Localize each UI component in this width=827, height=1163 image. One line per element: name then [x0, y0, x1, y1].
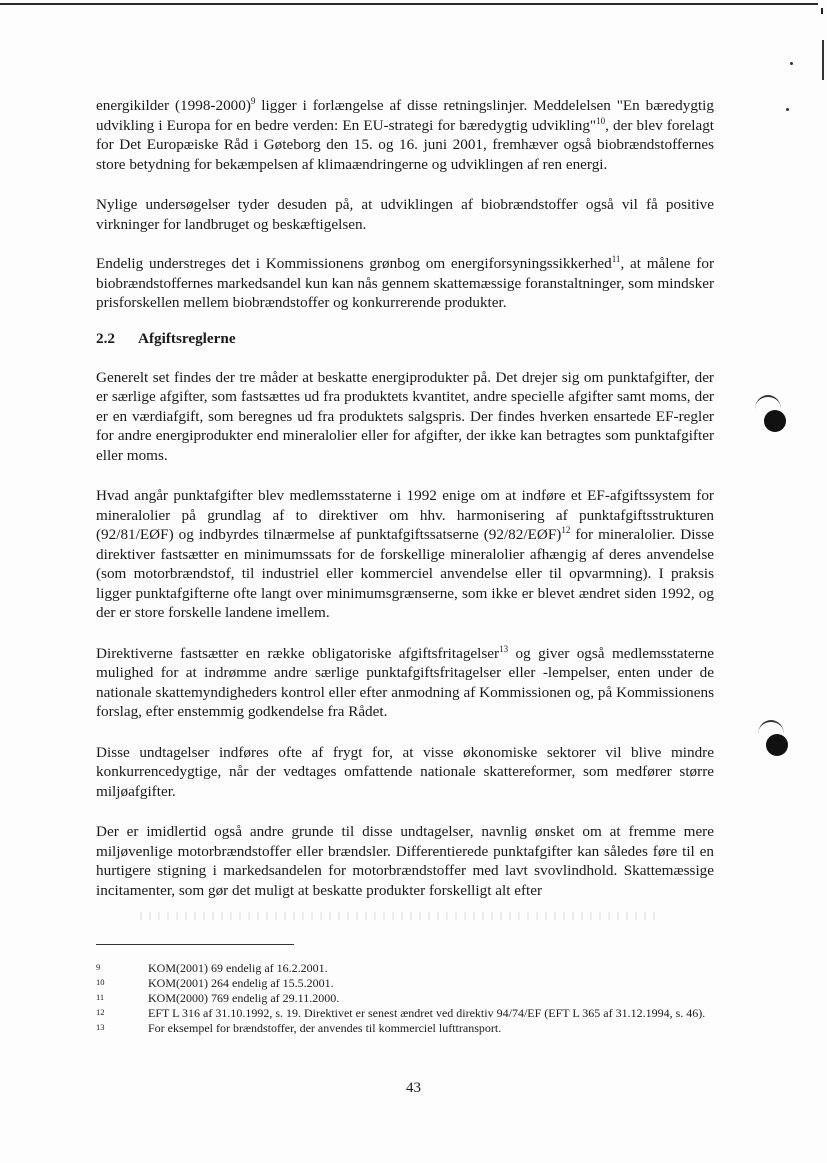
- footnote-number: 12: [96, 1007, 105, 1017]
- footnote: [96, 1006, 720, 1021]
- section-heading: [96, 329, 714, 349]
- footnote-number: 11: [96, 992, 105, 1002]
- footnote-text: KOM(2000) 769 endelig af 29.11.2000.: [148, 991, 340, 1005]
- document-body: [96, 96, 714, 900]
- paragraph-text: energikilder (1998-2000): [96, 97, 251, 114]
- footnote-text: EFT L 316 af 31.10.1992, s. 19. Direktivet er senest ændret ved direktiv 94/74/EF (EFT L 365 af 31.12.1994, s. 46).: [148, 1006, 706, 1020]
- section-title: Afgiftsreglerne: [138, 329, 236, 347]
- footnote-number: 9: [96, 962, 101, 972]
- scan-noise: [140, 912, 660, 920]
- paragraph-5: [96, 486, 714, 623]
- paragraph-6: [96, 644, 714, 722]
- paragraph-text: for mineralolier. Disse direktiver fastsætter en minimumssats for de forskellige mineralolier afhængig af deres anvendelse (som motorbrændstof, til industriel eller kommerciel anvendelse eller til opvarmning). I praksis ligger punktafgifterne ofte langt over minimumsgrænserne, som ikke er blevet ændret siden 1992, og der er store forskelle landene imellem.: [96, 526, 714, 621]
- footnote-text: For eksempel for brændstoffer, der anvendes til kommerciel lufttransport.: [148, 1021, 502, 1035]
- scan-mark: [821, 8, 823, 14]
- scan-top-border: [0, 3, 818, 5]
- footnote: [96, 976, 720, 991]
- footnotes: [96, 961, 720, 1036]
- section-number: 2.2: [96, 329, 115, 347]
- paragraph-text: , der blev forelagt for Det Europæiske Råd i Gøteborg den 15. og 16. juni 2001, fremhæver også biobrændstoffernes store betydning for bekæmpelsen af klimaændringerne og udviklingen af ren energi.: [96, 116, 715, 173]
- paragraph-text: Endelig understreges det i Kommissionens grønbog om energiforsyningssikkerhed: [96, 255, 612, 272]
- paragraph-3: [96, 254, 714, 313]
- paragraph-8: Der er imidlertid også andre grunde til disse undtagelser, navnlig ønsket om at fremme mere miljøvenlige motorbrændstoffer eller brændsler. Differentierede punktafgifter kan således føre til en hurtigere stigning i markedsandelen for motorbrændstoffer med lavt svovlindhold. Skattemæssige incitamenter, som gør det muligt at beskatte produkter forskelligt alt efter: [96, 823, 714, 899]
- footnote-number: 10: [96, 977, 105, 987]
- scan-speck: [790, 62, 793, 65]
- binder-hole-mark: [764, 410, 786, 432]
- footnote-ref: 12: [561, 524, 571, 535]
- paragraph-text: , at målene for biobrændstoffernes markedsandel kun kan nås gennem skattemæssige foranstaltninger, som mindsker prisforskellen mellem biobrændstoffer og konkurrerende produkter.: [96, 255, 714, 311]
- paragraph-text: ligger i forlængelse af disse retningslinjer. Meddelelsen "En bæredygtig udvikling i Europa for en bedre verden: En EU-strategi for bæredygtig udvikling": [96, 97, 714, 134]
- scan-margin-line: [822, 40, 824, 80]
- footnote-ref: 9: [250, 95, 256, 106]
- paragraph-text: Direktiverne fastsætter en række obligatoriske afgiftsfritagelser: [96, 644, 500, 662]
- footnote-ref: 10: [596, 115, 606, 126]
- scan-speck: [786, 108, 789, 111]
- footnote-text: KOM(2001) 69 endelig af 16.2.2001.: [148, 961, 328, 975]
- paragraph-text: og giver også medlemsstaterne mulighed for at indrømme andre særlige punktafgiftsfritagelser eller -lempelser, enten under de nationale skattemyndigheders kontrol eller efter anmodning af Kommissionen og, på Kommissionens forslag, efter enstemmig godkendelse fra Rådet.: [96, 644, 714, 720]
- footnote: [96, 991, 720, 1006]
- paragraph-2: Nylige undersøgelser tyder desuden på, at udviklingen af biobrændstoffer også vil få positive virkninger for landbruget og beskæftigelsen.: [96, 196, 714, 233]
- paragraph-1: [96, 96, 714, 174]
- footnote-number: 13: [96, 1022, 105, 1032]
- paragraph-4: Generelt set findes der tre måder at beskatte energiprodukter på. Det drejer sig om punktafgifter, der er særlige afgifter, som fastsættes ud fra produktets kvantitet, andre specielle afgifter samt moms, der er en værdiafgift, som beregnes ud fra produktets salgspris. Der findes hverken ensartede EF-regler for andre energiprodukter end mineralolier eller for afgifter, der ikke kan betragtes som punktafgifter eller moms.: [96, 368, 714, 464]
- paragraph-text: Hvad angår punktafgifter blev medlemsstaterne i 1992 enige om at indføre et EF-afgiftssystem for mineralolier på grundlag af to direktiver om hhv. harmonisering af punktafgiftsstrukturen (92/81/EØF) og indbyrdes tilnærmelse af punktafgiftssatserne (92/82/EØF): [96, 487, 714, 543]
- footnote-text: KOM(2001) 264 endelig af 15.5.2001.: [148, 976, 334, 990]
- footnote: [96, 1021, 720, 1036]
- page-number: 43: [406, 1080, 421, 1096]
- binder-hole-mark: [766, 734, 788, 756]
- paragraph-7: Disse undtagelser indføres ofte af frygt for, at visse økonomiske sektorer vil blive mindre konkurrencedygtige, når der vedtages omfattende nationale skattereformer, som medfører større miljøafgifter.: [96, 743, 714, 800]
- footnote-ref: 11: [611, 253, 621, 264]
- footnote: [96, 961, 720, 976]
- footnote-ref: 13: [499, 643, 509, 654]
- footnote-separator: [96, 944, 294, 945]
